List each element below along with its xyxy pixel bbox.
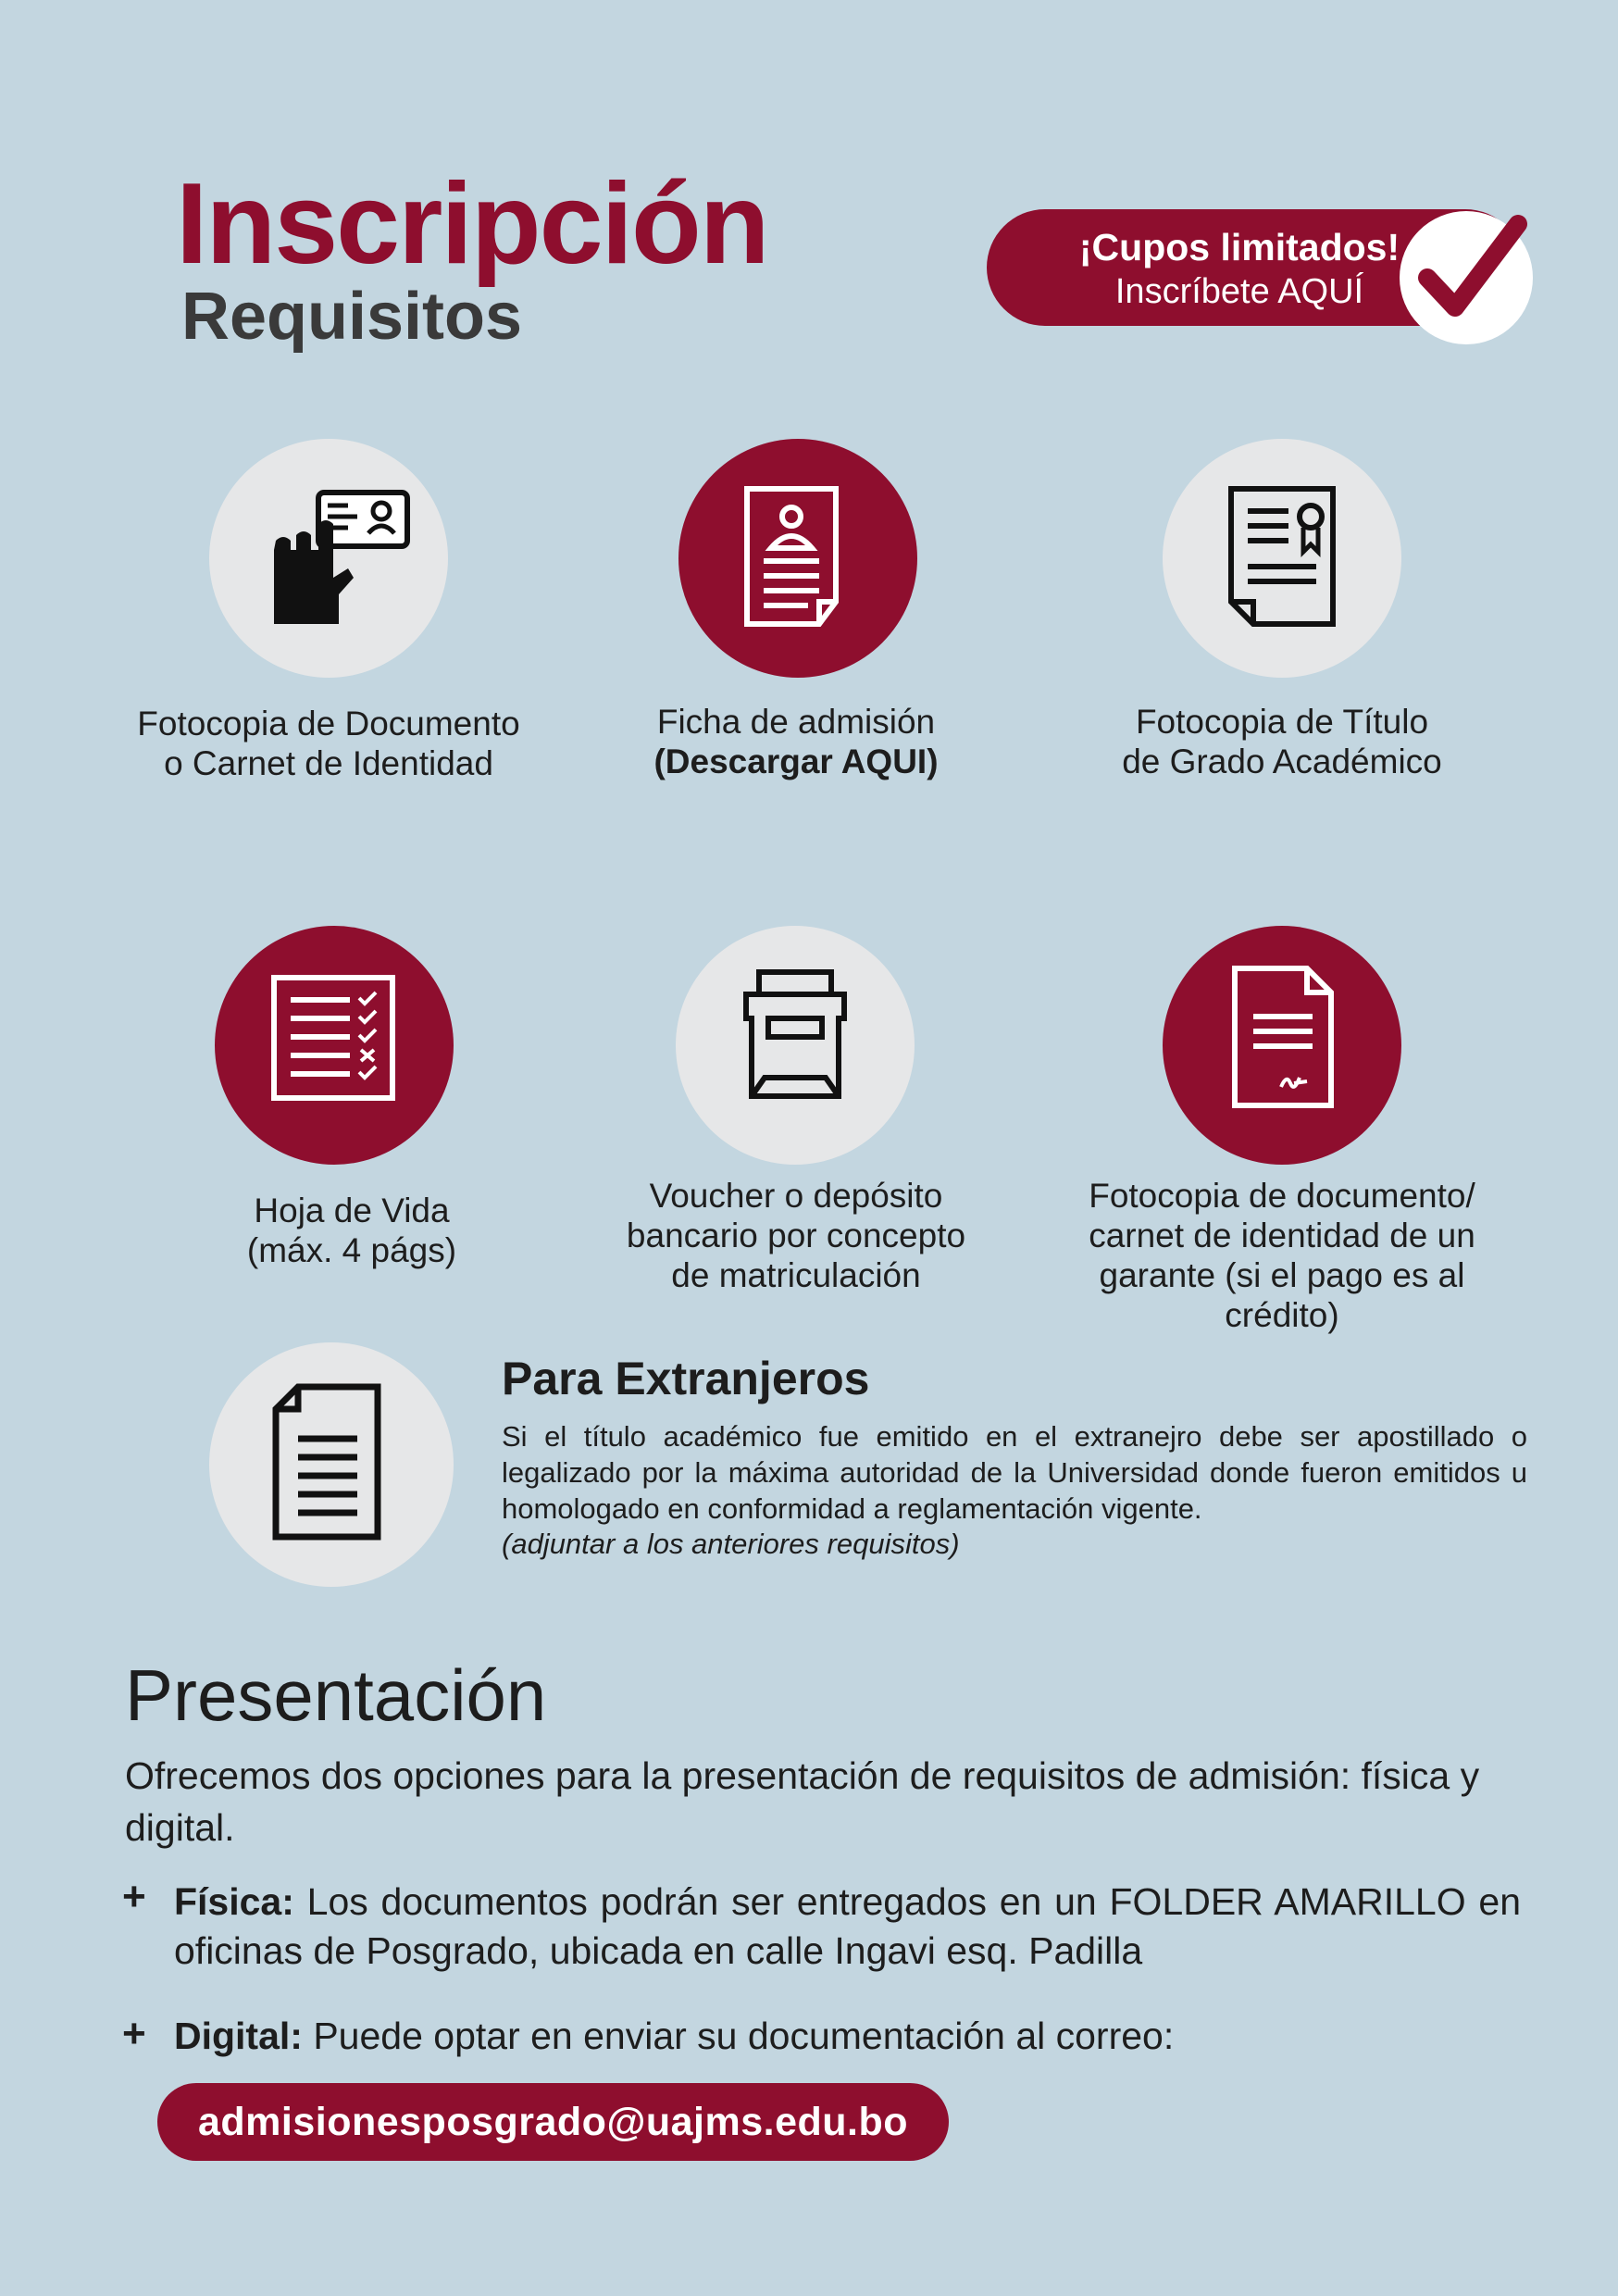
physical-option-label: Física:: [174, 1880, 294, 1923]
requirement-label-id: Fotocopia de Documento o Carnet de Identidad: [137, 705, 520, 782]
download-admission-form-link[interactable]: Ficha de admisión (Descargar AQUI): [653, 703, 939, 780]
id-card-hand-icon: [209, 439, 448, 678]
voucher-printer-icon: [676, 926, 915, 1165]
presentation-intro: Ofrecemos dos opciones para la presentación de requisitos de admisión: física y digital.: [125, 1754, 1480, 1849]
email-link-button[interactable]: [157, 2083, 949, 2161]
requirement-label-title: Fotocopia de Título de Grado Académico: [1122, 703, 1442, 780]
page-subtitle: Requisitos: [181, 280, 523, 354]
digital-option-text: [174, 2015, 1174, 2058]
register-here-label: Inscríbete AQUÍ: [1114, 272, 1364, 311]
digital-option-description: Puede optar en enviar su documentación al correo:: [302, 2015, 1175, 2057]
email-address: admisionesposgrado@uajms.edu.bo: [197, 2100, 909, 2144]
physical-option-description: Los documentos podrán ser entregados en un FOLDER AMARILLO en oficinas de Posgrado, ubicada en calle Ingavi esq. Padilla: [174, 1880, 1521, 1972]
foreigners-note: (adjuntar a los anteriores requisitos): [502, 1528, 960, 1560]
checkmark-icon: [1400, 211, 1533, 344]
foreigners-text: Si el título académico fue emitido en el extranejro debe ser apostillado o legalizado por la máxima autoridad de la Universidad donde fueron emitidos u homologado en conformidad a reglamentación vigente.: [502, 1420, 1527, 1525]
requirement-label-voucher: Voucher o depósito bancario por concepto de matriculación: [626, 1177, 966, 1294]
admission-form-icon: [678, 439, 917, 678]
physical-option-text: [174, 1878, 1521, 1976]
presentation-title: Presentación: [125, 1654, 547, 1736]
page-title: Inscripción: [176, 160, 768, 288]
signed-document-icon: [1163, 926, 1401, 1165]
foreigners-title: Para Extranjeros: [502, 1353, 870, 1404]
limited-spots-label: ¡Cupos limitados!: [1078, 226, 1400, 268]
bullet-plus-icon: +: [122, 2011, 146, 2056]
requirement-label-cv: Hoja de Vida (máx. 4 págs): [246, 1192, 457, 1269]
document-icon: [209, 1342, 454, 1587]
requirement-label-guarantor: Fotocopia de documento/ carnet de identidad de un garante (si el pago es al crédito): [1089, 1177, 1475, 1334]
digital-option-label: Digital:: [174, 2015, 303, 2057]
certificate-icon: [1163, 439, 1401, 678]
checklist-icon: [215, 926, 454, 1165]
bullet-plus-icon: +: [122, 1874, 146, 1919]
